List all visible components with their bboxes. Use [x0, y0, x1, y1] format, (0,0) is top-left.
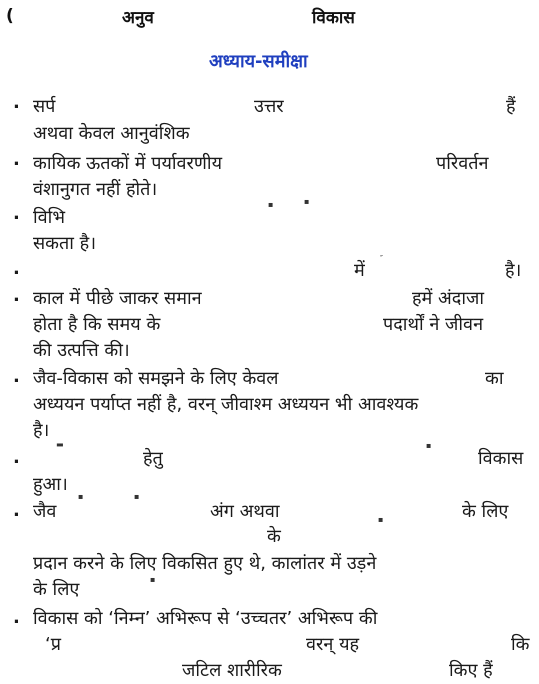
- b1-line-2: अथवा केवल आनुवंशिक: [33, 123, 190, 144]
- stray-mark: ▪: [426, 441, 432, 450]
- bullet-8: .: [13, 500, 20, 521]
- stray-mark: ▬: [56, 440, 64, 449]
- b4-text-a: में: [354, 260, 365, 281]
- b9-text-e: किए हैं: [449, 660, 493, 681]
- bullet-9: .: [13, 607, 20, 628]
- b7-line-2: हुआ।: [33, 474, 68, 495]
- b5-text-a: काल में पीछे जाकर समान: [33, 288, 202, 309]
- b8-line-3: प्रदान करने के लिए विकसित हुए थे, कालांतर में उड़ने: [33, 553, 377, 574]
- b3-line-1: विभि: [33, 207, 65, 228]
- bullet-7: .: [13, 447, 20, 468]
- stray-mark: ▪: [150, 575, 156, 584]
- b5-text-c: होता है कि समय के: [33, 314, 161, 335]
- header-left-glyph: (: [6, 6, 14, 26]
- stray-mark: ▪: [268, 200, 274, 209]
- b5-line-3: की उत्पत्ति की।: [33, 340, 130, 361]
- b9-text-b: वरन् यह: [306, 634, 360, 655]
- stray-mark: ▪: [304, 197, 310, 206]
- b6-line-2: अध्ययन पर्याप्त नहीं है, वरन् जीवाश्म अध्ययन भी आवश्यक: [33, 394, 419, 415]
- b1-text-c: हैं: [506, 96, 516, 117]
- b2-line-2: वंशानुगत नहीं होते।: [33, 179, 158, 200]
- stray-mark: ▪: [134, 492, 140, 501]
- b7-text-a: हेतु: [143, 448, 163, 469]
- bullet-3: .: [13, 203, 20, 224]
- bullet-6: .: [13, 366, 20, 387]
- bullet-4: .: [13, 258, 20, 279]
- b4-text-b: है।: [505, 260, 522, 281]
- b9-text-a: ‘प्र: [45, 634, 61, 655]
- b5-text-b: हमें अंदाजा: [412, 288, 485, 309]
- b2-text-a: कायिक ऊतकों में पर्यावरणीय: [33, 153, 223, 174]
- b9-text-c: कि: [511, 634, 530, 655]
- stray-mark: ▪: [378, 515, 384, 524]
- bullet-2: .: [13, 149, 20, 170]
- b1-text-a: सर्प: [33, 96, 56, 117]
- b8-text-a: जैव: [33, 501, 57, 522]
- b8-text-b: अंग अथवा: [210, 501, 280, 522]
- bullet-5: .: [13, 285, 20, 306]
- header-chapter-label: अनुव: [122, 8, 154, 28]
- header-chapter-title: विकास: [312, 8, 355, 28]
- b6-text-b: का: [485, 368, 504, 389]
- b1-text-b: उत्तर: [254, 96, 284, 117]
- b7-text-b: विकास: [478, 448, 524, 469]
- b8-line-2: के: [267, 526, 281, 547]
- bullet-1: .: [13, 92, 20, 113]
- stray-mark: ▪: [78, 492, 84, 501]
- section-title: अध्याय-समीक्षा: [209, 51, 308, 72]
- b5-text-d: पदार्थों ने जीवन: [383, 314, 484, 335]
- b8-text-c: के लिए: [462, 501, 509, 522]
- b8-line-4: के लिए: [33, 579, 80, 600]
- b6-line-3: है।: [33, 420, 50, 441]
- b9-line-1: विकास को ‘निम्न’ अभिरूप से ‘उच्चतर’ अभिरूप की: [33, 608, 378, 629]
- b2-text-b: परिवर्तन: [436, 153, 489, 174]
- b6-text-a: जैव-विकास को समझने के लिए केवल: [33, 368, 279, 389]
- b9-text-d: जटिल शारीरिक: [182, 660, 282, 681]
- b3-line-2: सकता है।: [33, 233, 97, 254]
- stray-mark: ″: [380, 254, 383, 263]
